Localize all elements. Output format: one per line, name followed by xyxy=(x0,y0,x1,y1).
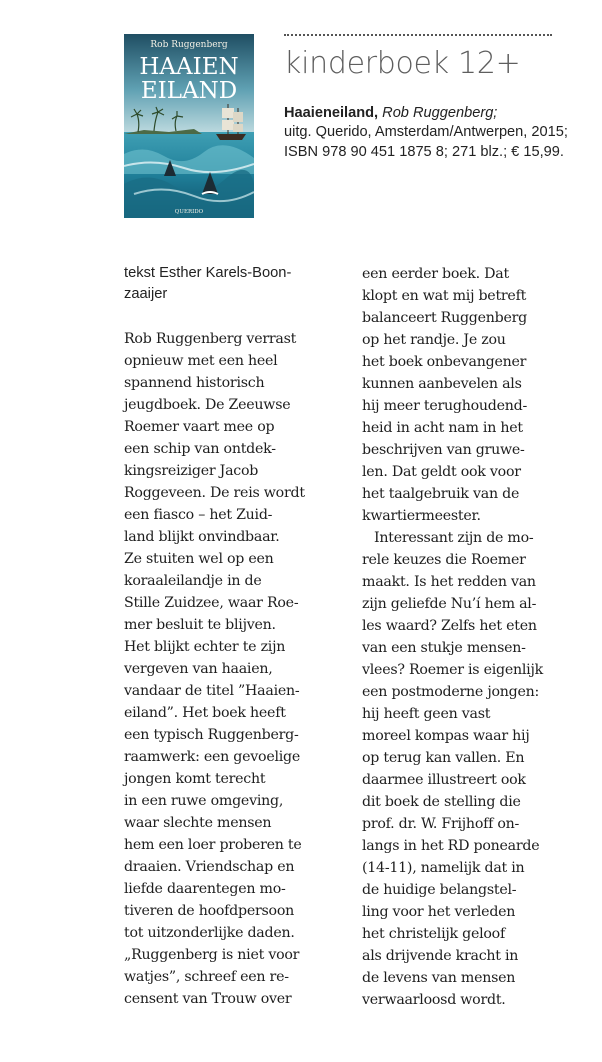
article-body-right xyxy=(362,263,572,1011)
text-line: Interessant zijn de mo- xyxy=(374,530,534,546)
text-line: heid in acht nam in het xyxy=(362,420,523,436)
text-line: moreel kompas waar hij xyxy=(362,728,530,744)
text-line: langs in het RD ponearde xyxy=(362,838,540,854)
text-line: op het randje. Je zou xyxy=(362,332,506,348)
cover-author: Rob Ruggenberg xyxy=(150,40,228,50)
text-line: „Ruggenberg is niet voor xyxy=(124,947,300,963)
text-line: tiveren de hoofdpersoon xyxy=(124,903,295,919)
text-line: kunnen aanbevelen als xyxy=(362,376,522,392)
text-line: hij meer terughoudend- xyxy=(362,398,528,414)
text-line: het boek onbevangener xyxy=(362,354,527,370)
text-line: Stille Zuidzee, waar Roe- xyxy=(124,595,299,611)
text-line: het taalgebruik van de xyxy=(362,486,520,502)
text-line: een eerder boek. Dat xyxy=(362,266,509,282)
book-publisher-line: uitg. Querido, Amsterdam/Antwerpen, 2015; xyxy=(284,124,568,141)
text-line: Het blijkt echter te zijn xyxy=(124,639,286,655)
text-line: daarmee illustreert ook xyxy=(362,772,526,788)
text-line: ling voor het verleden xyxy=(362,904,516,920)
text-line: de levens van mensen xyxy=(362,970,516,986)
text-line: hij heeft geen vast xyxy=(362,706,491,722)
text-line: dit boek de stelling die xyxy=(362,794,521,810)
text-line: liefde daarentegen mo- xyxy=(124,881,286,897)
category-heading: kinderboek 12+ xyxy=(284,46,521,81)
text-line: les waard? Zelfs het eten xyxy=(362,618,537,634)
cover-title-line2: EILAND xyxy=(140,78,238,104)
text-line: klopt en wat mij betreft xyxy=(362,288,527,304)
text-line: mer besluit te blijven. xyxy=(124,617,276,633)
text-line: een fiasco – het Zuid- xyxy=(124,507,273,523)
text-line: hem een loer proberen te xyxy=(124,837,302,853)
text-line: rele keuzes die Roemer xyxy=(362,552,526,568)
book-title: Haaieneiland, xyxy=(284,105,379,121)
byline xyxy=(124,263,346,304)
text-line: een typisch Ruggenberg- xyxy=(124,727,299,743)
book-info xyxy=(284,104,584,162)
article-column-left xyxy=(124,263,346,1010)
text-line: waar slechte mensen xyxy=(124,815,272,831)
book-author: Rob Ruggenberg; xyxy=(382,105,498,121)
article-column-right xyxy=(362,263,572,1011)
text-line: de huidige belangstel- xyxy=(362,882,517,898)
cover-publisher: QUERIDO xyxy=(174,209,204,215)
text-line: het christelijk geloof xyxy=(362,926,505,942)
byline-line: zaaijer xyxy=(124,285,168,302)
book-title-line xyxy=(284,104,584,123)
text-line: tot uitzonderlijke daden. xyxy=(124,925,295,941)
text-line: in een ruwe omgeving, xyxy=(124,793,284,809)
text-line: Ze stuiten wel op een xyxy=(124,551,274,567)
text-line: een postmoderne jongen: xyxy=(362,684,540,700)
text-line: verwaarloosd wordt. xyxy=(362,992,506,1008)
text-line: watjes”, schreef een re- xyxy=(124,969,289,985)
text-line: land blijkt onvindbaar. xyxy=(124,529,280,545)
text-line: kingsreiziger Jacob xyxy=(124,463,259,479)
text-line: spannend historisch xyxy=(124,375,265,391)
text-line: vlees? Roemer is eigenlijk xyxy=(362,662,543,678)
text-line: prof. dr. W. Frijhoff on- xyxy=(362,816,520,832)
cover-illustration xyxy=(124,34,254,218)
text-line: opnieuw met een heel xyxy=(124,353,278,369)
text-line: (14-11), namelijk dat in xyxy=(362,860,525,876)
book-isbn-line: ISBN 978 90 451 1875 8; 271 blz.; € 15,99. xyxy=(284,143,564,160)
text-line: len. Dat geldt ook voor xyxy=(362,464,521,480)
text-line: van een stukje mensen- xyxy=(362,640,526,656)
text-line: raamwerk: een gevoelige xyxy=(124,749,301,765)
cover-title-line1: HAAIEN xyxy=(139,54,239,80)
text-line: beschrijven van gruwe- xyxy=(362,442,525,458)
text-line: jeugdboek. De Zeeuwse xyxy=(124,397,291,413)
text-line: vandaar de titel ”Haaien- xyxy=(124,683,300,699)
text-line: een schip van ontdek- xyxy=(124,441,276,457)
text-line: Roggeveen. De reis wordt xyxy=(124,485,305,501)
text-line: vergeven van haaien, xyxy=(124,661,273,677)
text-line: kwartiermeester. xyxy=(362,508,481,524)
dotted-rule xyxy=(284,34,552,36)
text-line: als drijvende kracht in xyxy=(362,948,519,964)
text-line: censent van Trouw over xyxy=(124,991,292,1007)
text-line: zijn geliefde Nu’í hem al- xyxy=(362,596,537,612)
text-line: op terug kan vallen. En xyxy=(362,750,525,766)
book-cover xyxy=(124,34,254,218)
text-line: maakt. Is het redden van xyxy=(362,574,536,590)
byline-line: tekst Esther Karels-Boon- xyxy=(124,265,292,281)
text-line: draaien. Vriendschap en xyxy=(124,859,295,875)
text-line: jongen komt terecht xyxy=(124,771,266,787)
article-body-left xyxy=(124,328,346,1010)
text-line: eiland”. Het boek heeft xyxy=(124,705,286,721)
text-line: Rob Ruggenberg verrast xyxy=(124,331,297,347)
text-line: koraaleilandje in de xyxy=(124,573,262,589)
text-line: balanceert Ruggenberg xyxy=(362,310,528,326)
text-line: Roemer vaart mee op xyxy=(124,419,275,435)
